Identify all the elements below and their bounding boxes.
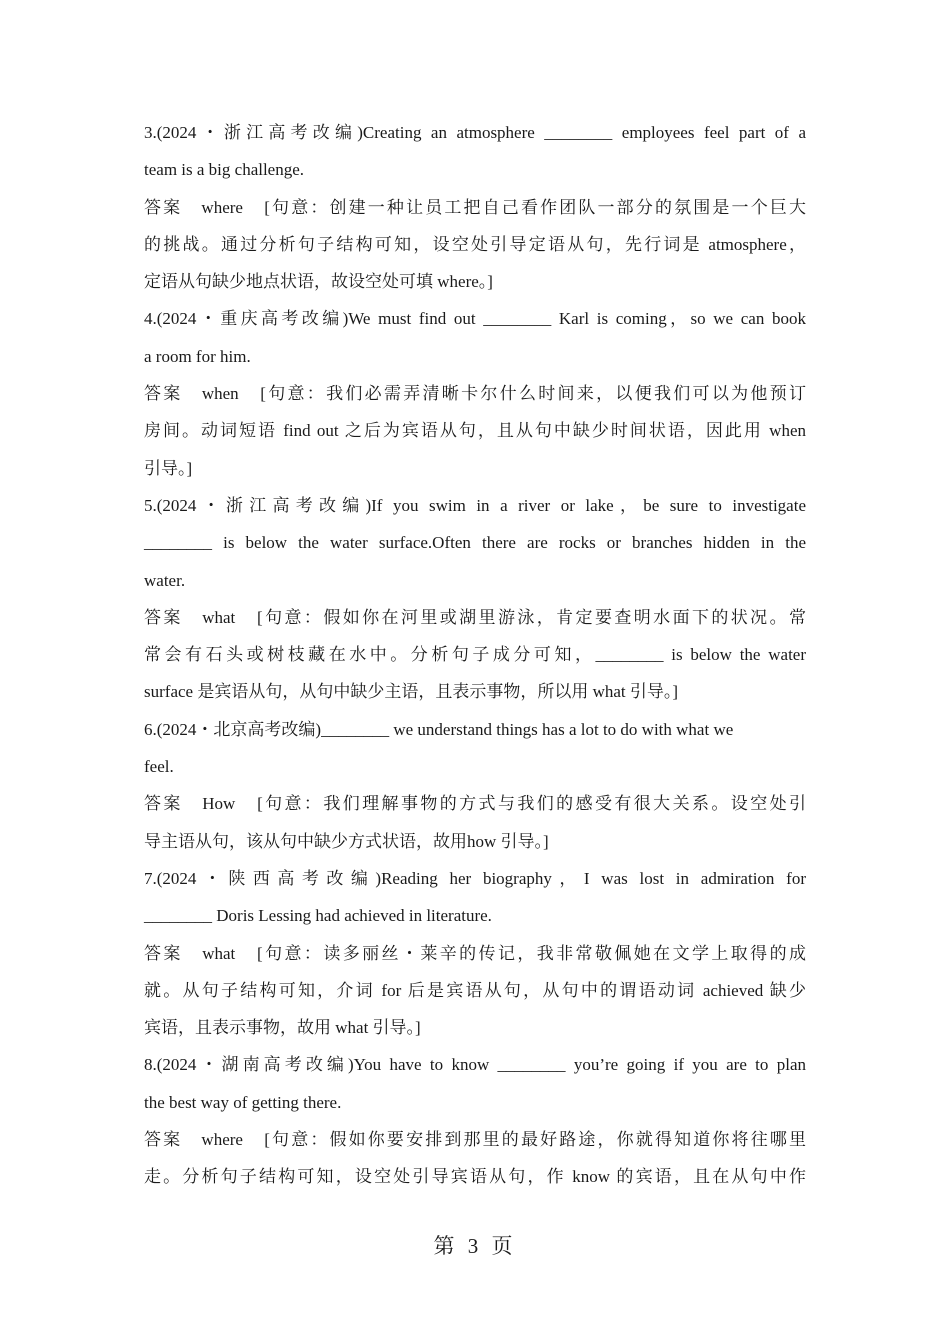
answer-6-line-1: 答案 How [句意：我们理解事物的方式与我们的感受有很大关系。设空处引 xyxy=(144,794,806,814)
document-body xyxy=(144,114,806,1196)
question-6-line-2: feel. xyxy=(144,757,174,777)
question-4-line-2: a room for him. xyxy=(144,346,251,366)
answer-7-line-3: 宾语，且表示事物，故用 what 引导。] xyxy=(144,1018,421,1038)
answer-3-line-2: 的挑战。通过分析句子结构可知，设空处引导定语从句，先行词是 atmosphere， xyxy=(144,234,806,254)
answer-4-line-3: 引导。] xyxy=(144,458,193,478)
answer-7-line-1: 答案 what [句意：读多丽丝・莱辛的传记，我非常敬佩她在文学上取得的成 xyxy=(144,943,806,963)
question-8-line-1: 8.(2024・湖南高考改编)You have to know ________ you’re going if you are to plan xyxy=(144,1055,806,1075)
question-5-line-1: 5.(2024・浙江高考改编)If you swim in a river or lake，be sure to investigate xyxy=(144,495,806,515)
question-7-line-1: 7.(2024・陕西高考改编)Reading her biography，I was lost in admiration for xyxy=(144,868,806,888)
answer-4-line-2: 房间。动词短语 find out 之后为宾语从句，且从句中缺少时间状语，因此用 when xyxy=(144,421,806,441)
answer-5-line-3: surface 是宾语从句，从句中缺少主语，且表示事物，所以用 what 引导。] xyxy=(144,682,679,702)
question-4-line-1: 4.(2024・重庆高考改编)We must find out ________ Karl is coming，so we can book xyxy=(144,309,806,329)
question-6-line-1: 6.(2024・北京高考改编)________ we understand things has a lot to do with what we xyxy=(144,719,734,739)
question-5-line-3: water. xyxy=(144,570,186,590)
question-7-line-2: ________ Doris Lessing had achieved in literature. xyxy=(144,906,492,926)
answer-7-line-2: 就。从句子结构可知，介词 for 后是宾语从句，从句中的谓语动词 achieved 缺少 xyxy=(144,980,806,1000)
answer-5-line-1: 答案 what [句意：假如你在河里或湖里游泳，肯定要查明水面下的状况。常 xyxy=(144,607,806,627)
answer-6-line-2: 导主语从句，该从句中缺少方式状语，故用how 引导。] xyxy=(144,831,549,851)
answer-8-line-1: 答案 where [句意：假如你要安排到那里的最好路途，你就得知道你将往哪里 xyxy=(144,1130,806,1150)
answer-8-line-2: 走。分析句子结构可知，设空处引导宾语从句，作 know 的宾语，且在从句中作 xyxy=(144,1167,806,1187)
answer-4-line-1: 答案 when [句意：我们必需弄清晰卡尔什么时间来，以便我们可以为他预订 xyxy=(144,384,806,404)
answer-5-line-2: 常会有石头或树枝藏在水中。分析句子成分可知，________ is below the water xyxy=(144,645,806,665)
answer-3-line-1: 答案 where [句意：创建一种让员工把自己看作团队一部分的氛围是一个巨大 xyxy=(144,197,806,217)
question-3-line-2: team is a big challenge. xyxy=(144,160,305,180)
question-5-line-2: ________ is below the water surface.Often there are rocks or branches hidden in the xyxy=(144,533,806,553)
answer-3-line-3: 定语从句缺少地点状语，故设空处可填 where。] xyxy=(144,272,493,292)
page-number: 第 3 页 xyxy=(433,1234,517,1258)
question-8-line-2: the best way of getting there. xyxy=(144,1092,342,1112)
question-3-line-1: 3.(2024・浙江高考改编)Creating an atmosphere ________ employees feel part of a xyxy=(144,123,806,142)
